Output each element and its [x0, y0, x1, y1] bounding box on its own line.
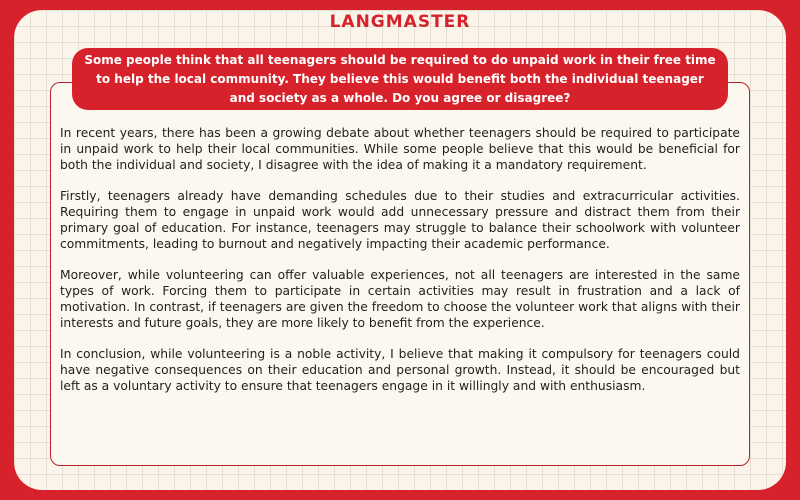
brand-logo: LANGMASTER [329, 12, 471, 32]
question-prompt-box [72, 48, 728, 110]
essay-box [50, 82, 750, 466]
essay-paragraph-2: Firstly, teenagers already have demanding schedules due to their studies and extracurricular activities. Requiring them to engage in unpaid work would add unnecessary pressure and distract them from their primary goal of education. For instance, teenagers may struggle to balance their schoolwork with volunteer commitments, leading to burnout and negatively impacting their academic performance. [60, 189, 740, 251]
essay-paragraph-3: Moreover, while volunteering can offer valuable experiences, not all teenagers are interested in the same types of work. Forcing them to participate in certain activities may result in frustration and a lack of motivation. In contrast, if teenagers are given the freedom to choose the volunteer work that aligns with their interests and future goals, they are more likely to benefit from the experience. [60, 268, 740, 330]
essay-paragraph-1: In recent years, there has been a growing debate about whether teenagers should be required to participate in unpaid work to help their local communities. While some people believe that this would be beneficial for both the individual and society, I disagree with the idea of making it a mandatory requirement. [60, 126, 740, 172]
question-text: Some people think that all teenagers should be required to do unpaid work in their free time to help the local community. They believe this would benefit both the individual teenager and society as a whole. Do you agree or disagree? [84, 52, 716, 105]
essay-paragraph-4: In conclusion, while volunteering is a noble activity, I believe that making it compulsory for teenagers could have negative consequences on their education and personal growth. Instead, it should be encouraged but left as a voluntary activity to ensure that teenagers engage in it willingly and with enthusiasm. [60, 347, 740, 393]
